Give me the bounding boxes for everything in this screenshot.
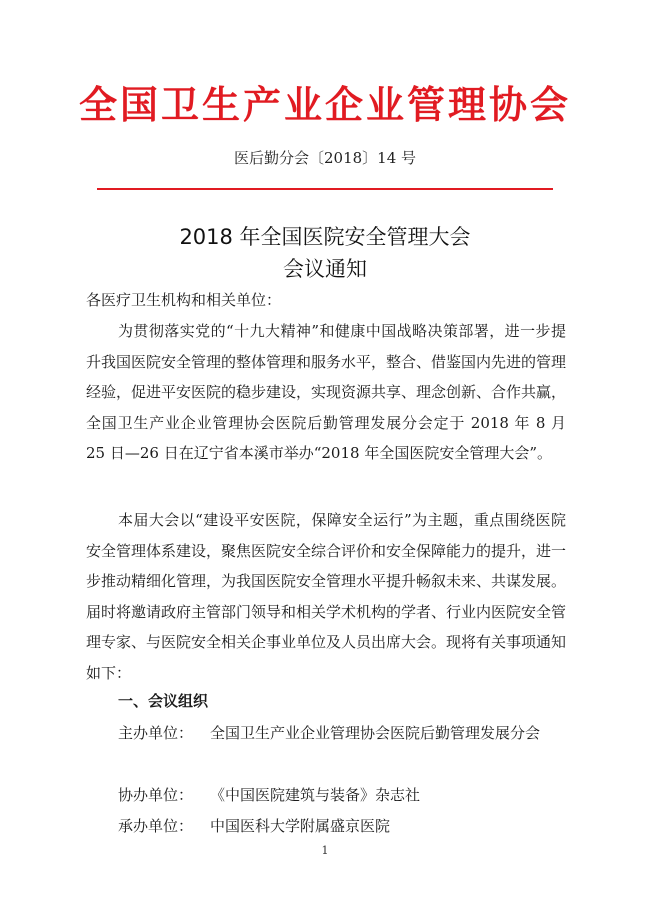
host-value: 中国医科大学附属盛京医院	[210, 817, 391, 835]
organizer-row	[118, 718, 568, 749]
host-row	[118, 811, 568, 842]
section-heading: 一、会议组织	[118, 692, 209, 710]
body-paragraph-2: 本届大会以“建设平安医院，保障安全运行”为主题，重点围绕医院安全管理体系建设，聚焦医院安全综合评价和安全保障能力的提升，进一步推动精细化管理，为我国医院安全管理水平提升畅叙未来、共谋发展。届时将邀请政府主管部门领导和相关学术机构的学者、行业内医院安全管理专家、与医院安全相关企事业单位及人员出席大会。现将有关事项通知如下：	[86, 511, 567, 682]
organization-header: 全国卫生产业企业管理协会	[78, 83, 571, 127]
host-label: 承办单位：	[118, 817, 194, 835]
co-organizer-value: 《中国医院建筑与装备》杂志社	[210, 786, 421, 804]
document-number: 医后勤分会〔2018〕14 号	[233, 149, 417, 167]
organizer-label: 主办单位：	[118, 724, 194, 742]
body-paragraph-1: 为贯彻落实党的“十九大精神”和健康中国战略决策部署，进一步提升我国医院安全管理的整体管理和服务水平，整合、借鉴国内先进的管理经验，促进平安医院的稳步建设，实现资源共享、理念创新、合作共赢，全国卫生产业企业管理协会医院后勤管理发展分会定于 2018 年 8 月 25 日—26 日在辽宁省本溪市举办“2018 年全国医院安全管理大会”。	[86, 322, 567, 462]
co-organizer-row	[118, 780, 568, 811]
red-divider-line	[97, 188, 553, 190]
page-number: 1	[321, 844, 329, 857]
salutation: 各医疗卫生机构和相关单位：	[86, 291, 282, 309]
co-organizer-label: 协办单位：	[118, 786, 194, 804]
organizer-value: 全国卫生产业企业管理协会医院后勤管理发展分会	[210, 724, 541, 742]
document-title: 2018 年全国医院安全管理大会	[179, 225, 471, 249]
document-subtitle: 会议通知	[283, 257, 367, 281]
